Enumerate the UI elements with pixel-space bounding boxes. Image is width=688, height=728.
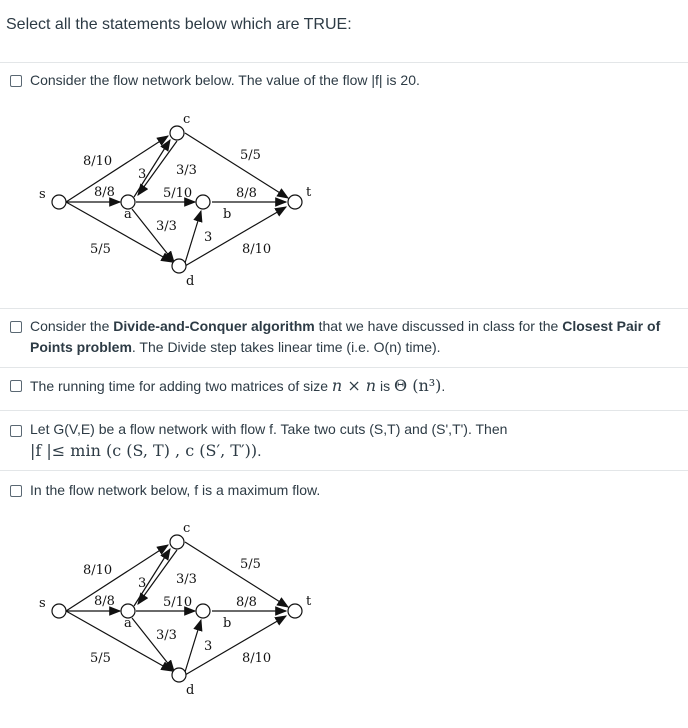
edge-label: c — [183, 521, 191, 536]
edge-label: s — [39, 596, 46, 611]
edge-label: s — [39, 187, 46, 202]
edge-label: 5/10 — [163, 186, 193, 201]
divider — [0, 410, 688, 411]
edge-arrow — [185, 211, 201, 263]
divider — [0, 308, 688, 309]
option-4-math: |f |≤ min (c (S, T) , c (S′, T′)). — [30, 441, 262, 460]
option-3-text: The running time for adding two matrices of size n × n is Θ (n³). — [30, 376, 446, 395]
edge-label: 8/10 — [83, 563, 113, 578]
option-5-text: In the flow network below, f is a maximum flow. — [30, 482, 321, 498]
edge-label: c — [183, 112, 191, 127]
edge-label: 3 — [138, 167, 147, 182]
edge-label: 8/8 — [94, 594, 115, 609]
flow-network-diagram-1 — [30, 105, 330, 295]
option-3-checkbox[interactable] — [10, 380, 22, 392]
option-5-checkbox[interactable] — [10, 485, 22, 497]
edge-label: t — [306, 594, 312, 609]
edge-label: t — [306, 185, 312, 200]
option-4-checkbox[interactable] — [10, 425, 22, 437]
edge-label: 8/10 — [83, 154, 113, 169]
divider — [0, 62, 688, 63]
edge-label: a — [124, 207, 132, 222]
edge-label: 8/8 — [94, 185, 115, 200]
node-t — [288, 195, 302, 209]
node-d — [172, 668, 186, 682]
edge-label: 5/5 — [240, 148, 261, 163]
node-d — [172, 259, 186, 273]
edge-arrow — [66, 545, 168, 611]
option-1-text: Consider the flow network below. The value of the flow |f| is 20. — [30, 72, 420, 88]
node-b — [196, 195, 210, 209]
edge-label: d — [186, 274, 195, 289]
edge-arrow — [132, 618, 174, 671]
option-2-text: Consider the Divide-and-Conquer algorithm that we have discussed in class for the Closest Pair of Points problem. The Divide step takes linear time (i.e. O(n) time). — [30, 318, 661, 355]
edge-label: 8/8 — [236, 595, 257, 610]
node-c — [170, 126, 184, 140]
edge-arrow — [185, 616, 286, 675]
edge-label: 5/5 — [90, 242, 111, 257]
edge-arrow — [132, 209, 174, 262]
edge-label: 5/5 — [90, 651, 111, 666]
option-1-checkbox[interactable] — [10, 75, 22, 87]
node-t — [288, 604, 302, 618]
edge-label: 3 — [204, 639, 213, 654]
option-4-text: Let G(V,E) be a flow network with flow f. Take two cuts (S,T) and (S',T'). Then — [30, 421, 508, 437]
edge-label: d — [186, 683, 195, 698]
question-title: Select all the statements below which are TRUE: — [6, 16, 352, 33]
edge-label: b — [223, 616, 232, 631]
edge-label: 3/3 — [156, 628, 177, 643]
edge-label: 3 — [138, 576, 147, 591]
edge-label: 3/3 — [176, 163, 197, 178]
edge-arrow — [185, 207, 286, 266]
node-b — [196, 604, 210, 618]
edge-label: 5/5 — [240, 557, 261, 572]
node-s — [52, 604, 66, 618]
edge-label: 8/8 — [236, 186, 257, 201]
edge-label: 3/3 — [156, 219, 177, 234]
edge-arrow — [185, 620, 201, 672]
edge-label: 5/10 — [163, 595, 193, 610]
node-c — [170, 535, 184, 549]
edge-label: b — [223, 207, 232, 222]
edge-label: 8/10 — [242, 242, 272, 257]
flow-network-diagram-2 — [30, 514, 330, 704]
edge-label: 3 — [204, 230, 213, 245]
edge-label: 8/10 — [242, 651, 272, 666]
divider — [0, 470, 688, 471]
edge-label: 3/3 — [176, 572, 197, 587]
option-2-checkbox[interactable] — [10, 321, 22, 333]
node-s — [52, 195, 66, 209]
edge-arrow — [66, 136, 168, 202]
divider — [0, 367, 688, 368]
edge-label: a — [124, 616, 132, 631]
